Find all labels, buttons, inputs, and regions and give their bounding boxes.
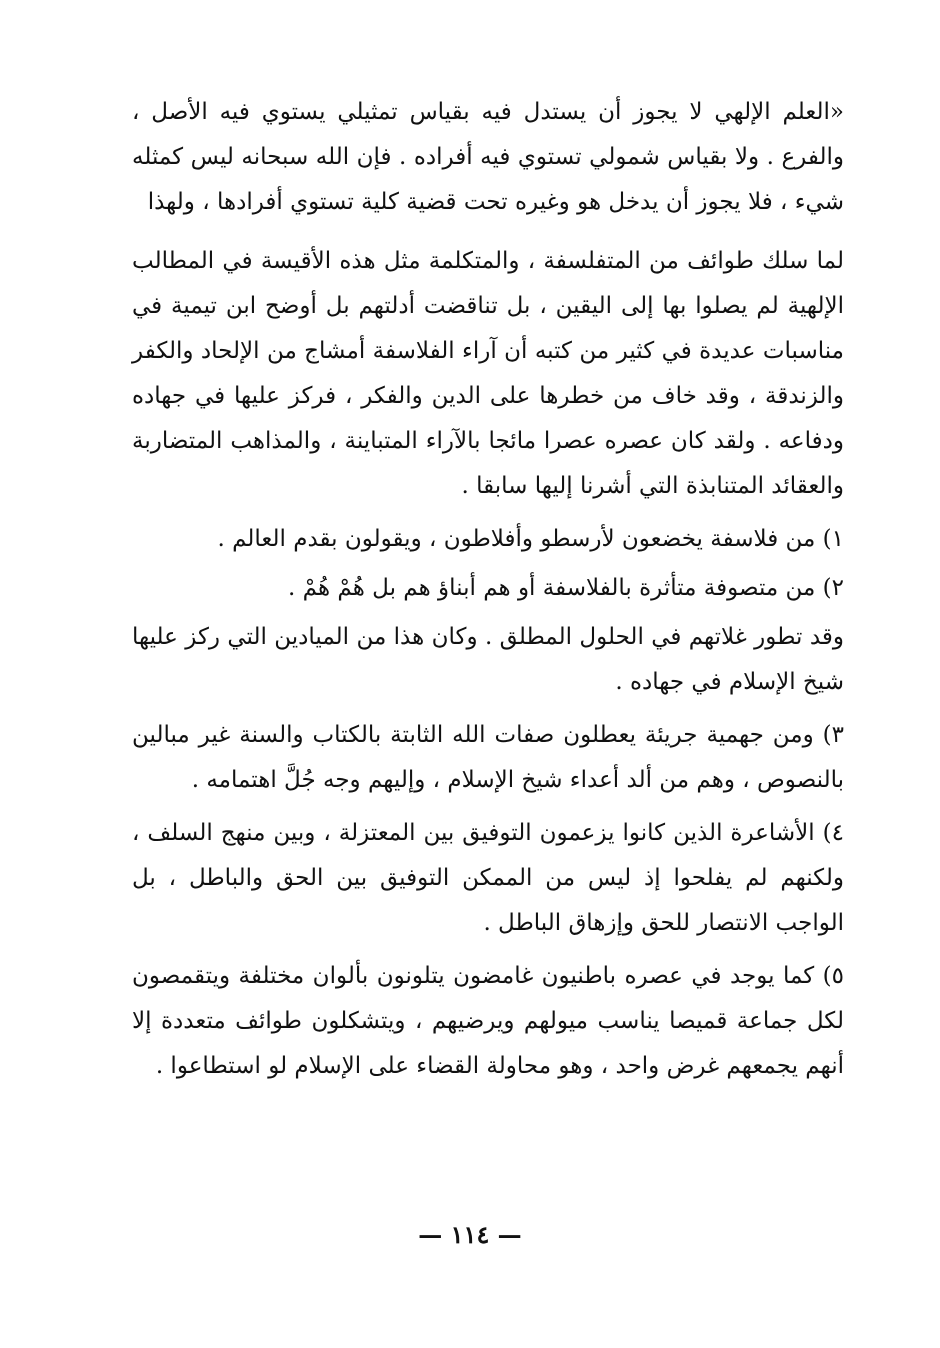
page-number: — ١١٤ — bbox=[418, 1220, 522, 1249]
list-item-2: ٢) من متصوفة متأثرة بالفلاسفة أو هم أبناؤ هم بل هُمْ هُمْ . bbox=[288, 575, 844, 601]
list-item-3: ٣) ومن جهمية جريئة يعطلون صفات الله الثابتة بالكتاب والسنة غير مبالين بالنصوص ، وهم من ألد أعداء شيخ الإسلام ، وإليهم وجه جُلَّ اهتمامه . bbox=[132, 722, 844, 793]
list-item-5: ٥) كما يوجد في عصره باطنيون غامضون يتلونون بألوان مختلفة ويتقمصون لكل جماعة قميصا يناسب ميولهم ويرضيهم ، ويتشكلون طوائف متعددة إلا أنهم يجمعهم غرض واحد ، وهو محاولة القضاء على الإسلام لو استطاعوا . bbox=[132, 963, 844, 1079]
list-item-1: ١) من فلاسفة يخضعون لأرسطو وأفلاطون ، ويقولون بقدم العالم . bbox=[217, 526, 844, 552]
intro-paragraph: لما سلك طوائف من المتفلسفة ، والمتكلمة مثل هذه الأقيسة في المطالب الإلهية لم يصلوا بها إلى اليقين ، بل تناقضت أدلتهم بل أوضح ابن تيمية في مناسبات عديدة في كثير من كتبه أن آراء الفلاسفة أمشاج من الإلحاد والكفر والزندقة ، وقد خاف من خطرها على الدين والفكر ، فركز عليها في جهاده ودفاعه . ولقد كان عصره عصرا مائجا بالآراء المتباينة ، والمذاهب المتضاربة والعقائد المتنابذة التي أشرنا إليها سابقا . bbox=[132, 248, 844, 499]
list-item-2-continuation: وقد تطور غلاتهم في الحلول المطلق . وكان هذا من الميادين التي ركز عليها شيخ الإسلام في جهاده . bbox=[132, 624, 844, 695]
quote-paragraph: «العلم الإلهي لا يجوز أن يستدل فيه بقياس تمثيلي يستوي فيه الأصل ، والفرع . ولا بقياس شمولي تستوي فيه أفراده . فإن الله سبحانه ليس كمثله شيء ، فلا يجوز أن يدخل هو وغيره تحت قضية كلية تستوي أفرادها ، ولهذا bbox=[132, 99, 844, 215]
document-body bbox=[132, 90, 844, 1097]
list-item-4: ٤) الأشاعرة الذين كانوا يزعمون التوفيق بين المعتزلة ، وبين منهج السلف ، ولكنهم لم يفلحوا إذ ليس من الممكن التوفيق بين الحق والباطل ، بل الواجب الانتصار للحق وإزهاق الباطل . bbox=[132, 820, 844, 936]
